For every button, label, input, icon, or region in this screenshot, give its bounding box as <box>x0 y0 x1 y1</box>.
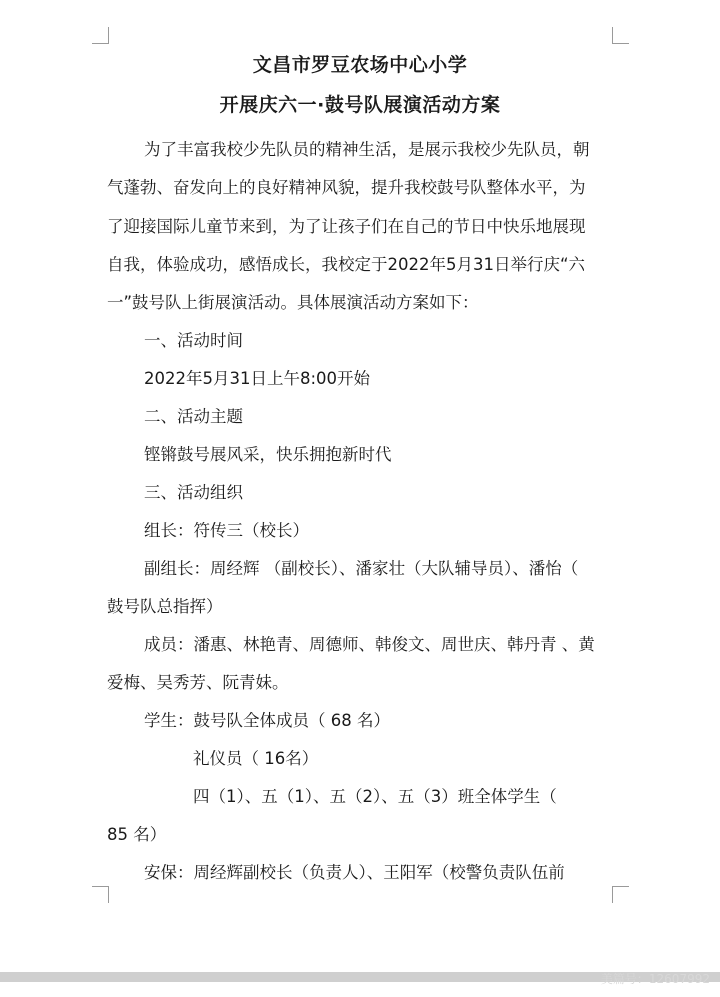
watermark: 美篇号：12607992 <box>600 972 710 986</box>
body-line: 鼓号队总指挥） <box>107 597 223 616</box>
body-line: 副组长：周经辉 （副校长）、潘家壮（大队辅导员）、潘怡（ <box>144 559 579 578</box>
section-heading: 三、活动组织 <box>144 483 243 502</box>
body-line: 安保：周经辉副校长（负责人）、王阳军（校警负责队伍前 <box>144 863 565 882</box>
page-corner-mark-top-left <box>92 27 109 44</box>
body-line: 爱梅、吴秀芳、阮青妹。 <box>107 673 289 692</box>
body-line: 组长：符传三（校长） <box>144 521 309 540</box>
body-line: 成员：潘惠、林艳青、周德师、韩俊文、周世庆、韩丹青 、黄 <box>144 635 595 654</box>
body-line: 一”鼓号队上街展演活动。具体展演活动方案如下： <box>107 293 479 312</box>
body-line: 自我，体验成功，感悟成长，我校定于2022年5月31日举行庆“六 <box>107 255 586 274</box>
document-subtitle: 开展庆六一·鼓号队展演活动方案 <box>219 94 501 116</box>
body-line: 学生：鼓号队全体成员（ 68 名） <box>144 711 390 730</box>
section-heading: 二、活动主题 <box>144 407 243 426</box>
section-heading: 一、活动时间 <box>144 331 243 350</box>
body-line: 四（1）、五（1）、五（2）、五（3）班全体学生（ <box>193 787 557 806</box>
page-corner-mark-bottom-right <box>612 886 629 903</box>
body-line: 2022年5月31日上午8:00开始 <box>144 369 371 388</box>
page-corner-mark-top-right <box>612 27 629 44</box>
body-line: 铿锵鼓号展风采，快乐拥抱新时代 <box>144 445 392 464</box>
body-line: 礼仪员（ 16名） <box>193 749 319 768</box>
body-line: 了迎接国际儿童节来到，为了让孩子们在自己的节日中快乐地展现 <box>107 217 586 236</box>
document-title: 文昌市罗豆农场中心小学 <box>252 54 468 76</box>
body-line: 为了丰富我校少先队员的精神生活，是展示我校少先队员，朝 <box>144 140 590 159</box>
body-line: 85 名） <box>107 825 167 844</box>
body-line: 气蓬勃、奋发向上的良好精神风貌，提升我校鼓号队整体水平，为 <box>107 178 586 197</box>
page-corner-mark-bottom-left <box>92 886 109 903</box>
